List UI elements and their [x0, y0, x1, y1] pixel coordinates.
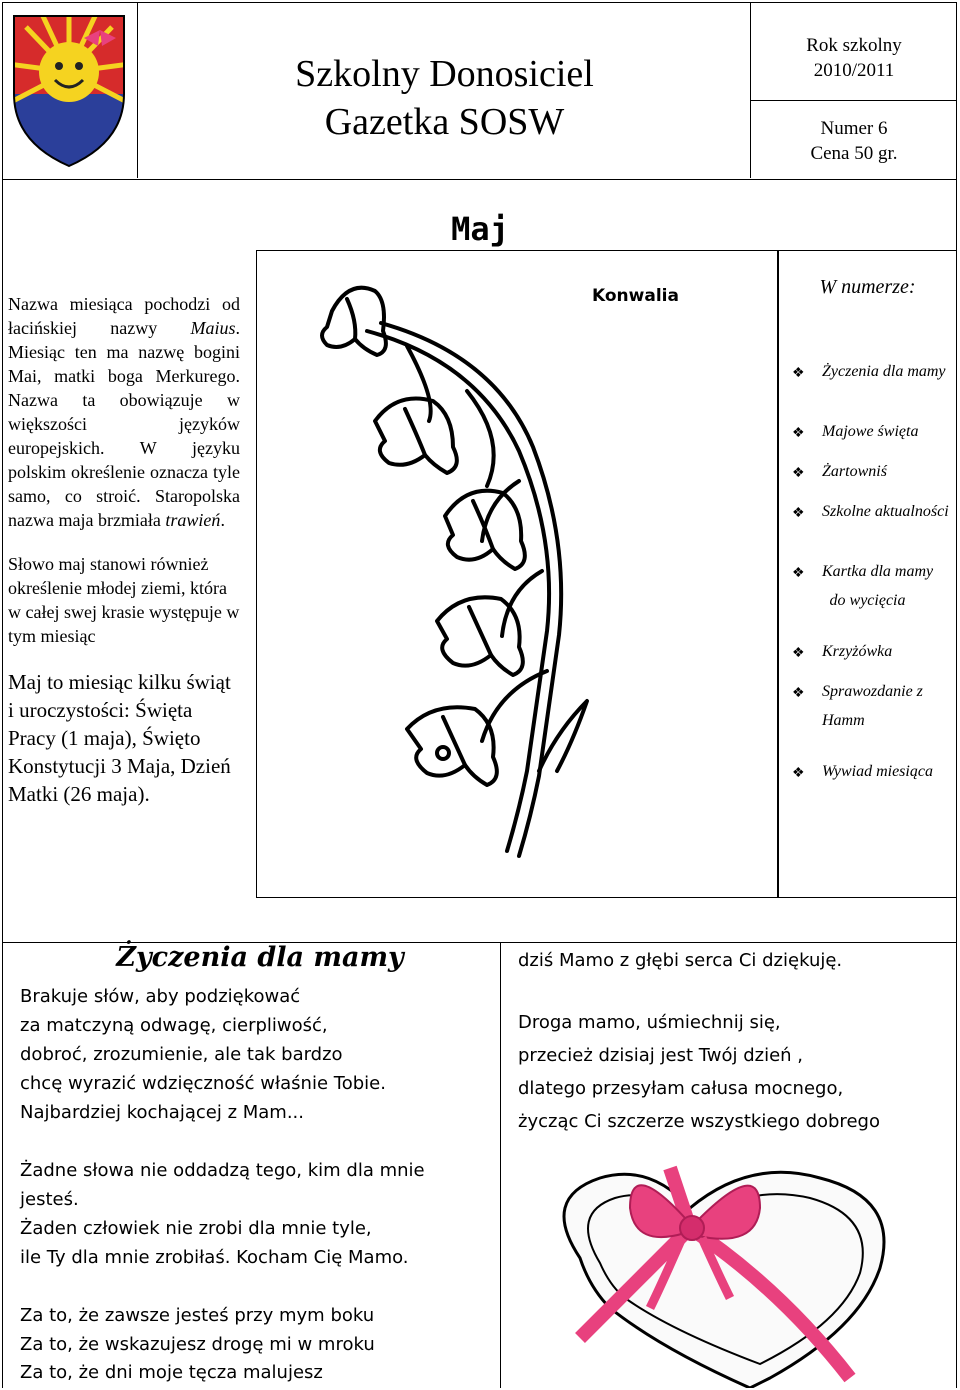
wish-line: jesteś. — [20, 1189, 79, 1210]
contents-item-label: Krzyżówka — [822, 643, 893, 660]
wish-line: przecież dzisiaj jest Twój dzień , — [518, 1045, 804, 1066]
bullet-icon: ❖ — [792, 646, 805, 661]
bullet-icon: ❖ — [792, 686, 805, 701]
issue-number: Numer 6 — [820, 118, 888, 139]
text-span: . — [220, 510, 225, 530]
wish-line: Droga mamo, uśmiechnij się, — [518, 1012, 781, 1033]
lily-of-the-valley-drawing — [257, 251, 777, 897]
bullet-icon: ❖ — [792, 766, 805, 781]
italic-term: trawień — [165, 510, 221, 530]
school-crest-logo — [2, 2, 136, 176]
newspaper-title: Szkolny Donosiciel — [295, 53, 594, 95]
wish-line: ile Ty dla mnie zrobiłaś. Kocham Cię Mamo. — [20, 1247, 409, 1268]
contents-item-label: Wywiad miesiąca — [822, 763, 933, 780]
wish-line: Za to, że wskazujesz drogę mi w mroku — [20, 1334, 375, 1355]
illustration-label: Konwalia — [592, 286, 679, 306]
wishes-title: Życzenia dla mamy — [116, 942, 404, 973]
text-span: Nazwa miesiąca pochodzi od łacińskiej nazwy — [8, 294, 240, 338]
bullet-icon: ❖ — [792, 466, 805, 481]
wish-line: dobroć, zrozumienie, ale tak bardzo — [20, 1044, 343, 1065]
wish-line: dlatego przesyłam całusa mocnego, — [518, 1078, 844, 1099]
column-divider — [500, 942, 501, 1388]
contents-item-continued: do wycięcia — [829, 592, 906, 609]
wish-line: za matczyną odwagę, cierpliwość, — [20, 1015, 328, 1036]
month-article — [8, 292, 240, 808]
wish-line: Najbardziej kochającej z Mam... — [20, 1102, 304, 1123]
school-year-label: Rok szkolny — [806, 35, 902, 56]
contents-item-continued: Hamm — [822, 712, 865, 729]
section-title: Maj — [451, 210, 509, 248]
wish-line: Za to, że dni moje tęcza malujesz — [20, 1362, 323, 1383]
school-year-value: 2010/2011 — [813, 60, 895, 81]
contents-item-label: Sprawozdanie z — [822, 683, 923, 700]
contents-title: W numerze: — [819, 276, 916, 298]
wish-line: Żaden człowiek nie zrobi dla mnie tyle, — [20, 1218, 372, 1239]
issue-price: Cena 50 gr. — [810, 143, 898, 164]
contents-item — [792, 362, 952, 402]
article-paragraph: Słowo maj stanowi również określenie młodej ziemi, która w całej swej krasie występuje w tym miesiąc — [8, 554, 240, 646]
text-span: . Miesiąc ten ma nazwę bogini Mai, matki boga Merkurego. Nazwa ta obowiązuje w większości języków europejskich. W języku polskim określenie oznacza tyle samo, co stroić. Staropolska nazwa maja brzmiała — [8, 318, 240, 530]
title-cell — [138, 2, 751, 178]
article-paragraph — [8, 292, 240, 532]
contents-item — [792, 502, 952, 542]
logo-cell — [2, 2, 138, 178]
wish-line: życząc Ci szczerze wszystkiego dobrego — [518, 1111, 880, 1132]
wish-line: Za to, że zawsze jesteś przy mym boku — [20, 1305, 375, 1326]
bullet-icon: ❖ — [792, 366, 805, 381]
contents-item-label: Szkolne aktualności — [822, 503, 949, 520]
wish-line: Brakuje słów, aby podziękować — [20, 986, 301, 1007]
issue-info-cell — [751, 2, 957, 178]
newspaper-subtitle: Gazetka SOSW — [324, 101, 565, 143]
bullet-icon: ❖ — [792, 506, 805, 521]
wish-line: Żadne słowa nie oddadzą tego, kim dla mnie — [20, 1160, 425, 1181]
contents-item-label: Kartka dla mamy — [822, 563, 934, 580]
wish-line: dziś Mamo z głębi serca Ci dziękuję. — [518, 950, 843, 971]
italic-term: Maius — [190, 318, 236, 338]
illustration-box — [256, 250, 778, 898]
bullet-icon: ❖ — [792, 566, 805, 581]
contents-item-label: Majowe święta — [822, 423, 919, 440]
heart-gift-box-drawing — [520, 1138, 940, 1388]
contents-item-label: Żartowniś — [822, 463, 887, 480]
divider — [751, 100, 957, 101]
article-paragraph: Maj to miesiąc kilku świąt i uroczystości: Święta Pracy (1 maja), Święto Konstytucji 3 Maja, Dzień Matki (26 maja). — [8, 670, 231, 806]
bullet-icon: ❖ — [792, 426, 805, 441]
contents-item-label: Życzenia dla mamy — [822, 363, 946, 380]
wish-line: chcę wyrazić wdzięczność właśnie Tobie. — [20, 1073, 386, 1094]
